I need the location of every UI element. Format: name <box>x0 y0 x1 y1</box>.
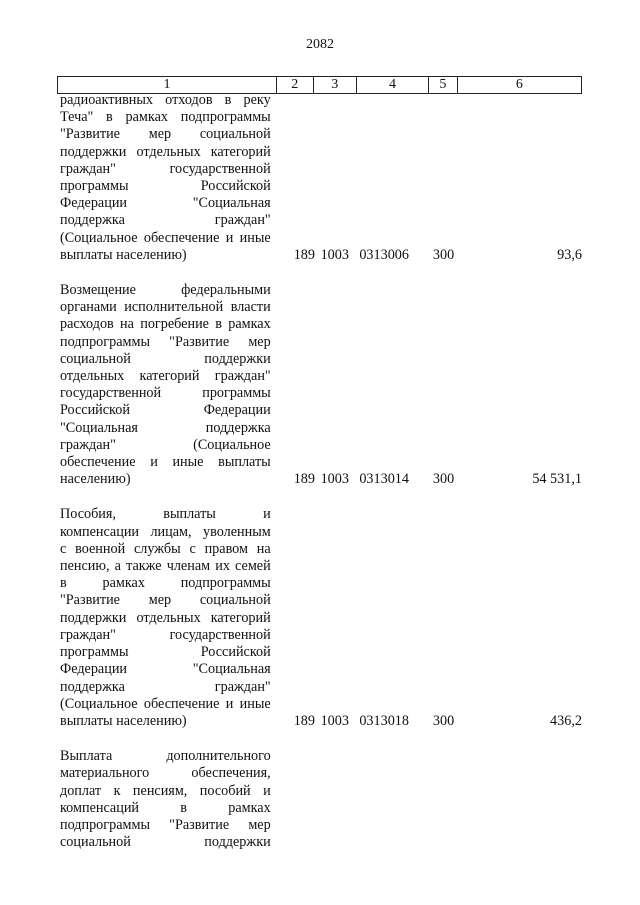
description-line: выплаты населению) <box>60 246 187 263</box>
cell-col6: 54 531,1 <box>532 471 582 488</box>
description-line: программы Российской <box>60 178 271 195</box>
description-line: "Развитие мер социальной <box>60 126 271 143</box>
description-line: (Социальное обеспечение и иные <box>60 695 271 712</box>
description-line: государственной программы <box>60 385 271 402</box>
description-line: Пособия, выплаты и <box>60 506 271 523</box>
description-line: радиоактивных отходов в реку <box>60 92 271 108</box>
description-line: Возмещение федеральными <box>60 282 271 299</box>
description-line: граждан" (Социальное <box>60 436 271 453</box>
description-line: органами исполнительной власти <box>60 299 271 316</box>
cell-col4: 0313018 <box>359 712 409 729</box>
description-line: пенсию, а также членам их семей <box>60 558 271 575</box>
description-line: подпрограммы "Развитие мер <box>60 333 271 350</box>
description-line: отдельных категорий граждан" <box>60 368 271 385</box>
description-line: Федерации "Социальная <box>60 195 271 212</box>
row-description <box>57 506 271 730</box>
table-row <box>57 748 582 851</box>
row-description <box>57 748 271 851</box>
header-col-4: 4 <box>356 77 428 93</box>
description-line: поддержки отдельных категорий <box>60 143 271 160</box>
description-line: материального обеспечения, <box>60 765 271 782</box>
cell-col3: 1003 <box>320 471 349 488</box>
cell-col2: 189 <box>293 246 315 263</box>
page-number: 2082 <box>306 37 334 52</box>
description-line: расходов на погребение в рамках <box>60 316 271 333</box>
cell-col6: 93,6 <box>557 246 582 263</box>
cell-col2: 189 <box>293 471 315 488</box>
header-col-3: 3 <box>313 77 356 93</box>
header-col-1: 1 <box>57 77 276 93</box>
description-line: доплат к пенсиям, пособий и <box>60 782 271 799</box>
description-line: подпрограммы "Развитие мер <box>60 816 271 833</box>
row-description <box>57 92 271 264</box>
description-line: "Развитие мер социальной <box>60 592 271 609</box>
description-line: выплаты населению) <box>60 712 187 729</box>
cell-col5: 300 <box>432 246 455 263</box>
header-col-6: 6 <box>457 77 582 93</box>
description-line: (Социальное обеспечение и иные <box>60 229 271 246</box>
description-line: Выплата дополнительного <box>60 748 271 765</box>
description-line: граждан" государственной <box>60 160 271 177</box>
description-line: социальной поддержки <box>60 350 271 367</box>
table-body <box>57 92 582 869</box>
table-row <box>57 92 582 264</box>
description-line: компенсаций в рамках <box>60 799 271 816</box>
description-line: Теча" в рамках подпрограммы <box>60 109 271 126</box>
description-line: граждан" государственной <box>60 626 271 643</box>
header-col-5: 5 <box>428 77 457 93</box>
description-line: поддержка граждан" <box>60 212 271 229</box>
description-line: населению) <box>60 471 131 488</box>
description-line: компенсации лицам, уволенным <box>60 523 271 540</box>
cell-col5: 300 <box>432 712 455 729</box>
description-line: программы Российской <box>60 644 271 661</box>
cell-col5: 300 <box>432 471 455 488</box>
description-line: Федерации "Социальная <box>60 661 271 678</box>
row-description <box>57 282 271 488</box>
description-line: в рамках подпрограммы <box>60 575 271 592</box>
cell-col4: 0313014 <box>359 471 409 488</box>
cell-col2: 189 <box>293 712 315 729</box>
description-line: обеспечение и иные выплаты <box>60 454 271 471</box>
cell-col4: 0313006 <box>359 246 409 263</box>
description-line: с военной службы с правом на <box>60 540 271 557</box>
header-col-2: 2 <box>276 77 313 93</box>
cell-col3: 1003 <box>320 712 349 729</box>
description-line: поддержки отдельных категорий <box>60 609 271 626</box>
description-line: Российской Федерации <box>60 402 271 419</box>
cell-col6: 436,2 <box>550 712 582 729</box>
cell-col3: 1003 <box>320 246 349 263</box>
description-line: "Социальная поддержка <box>60 419 271 436</box>
description-line: поддержка граждан" <box>60 678 271 695</box>
description-line: социальной поддержки <box>60 834 271 851</box>
table-row <box>57 282 582 488</box>
table-row <box>57 506 582 730</box>
